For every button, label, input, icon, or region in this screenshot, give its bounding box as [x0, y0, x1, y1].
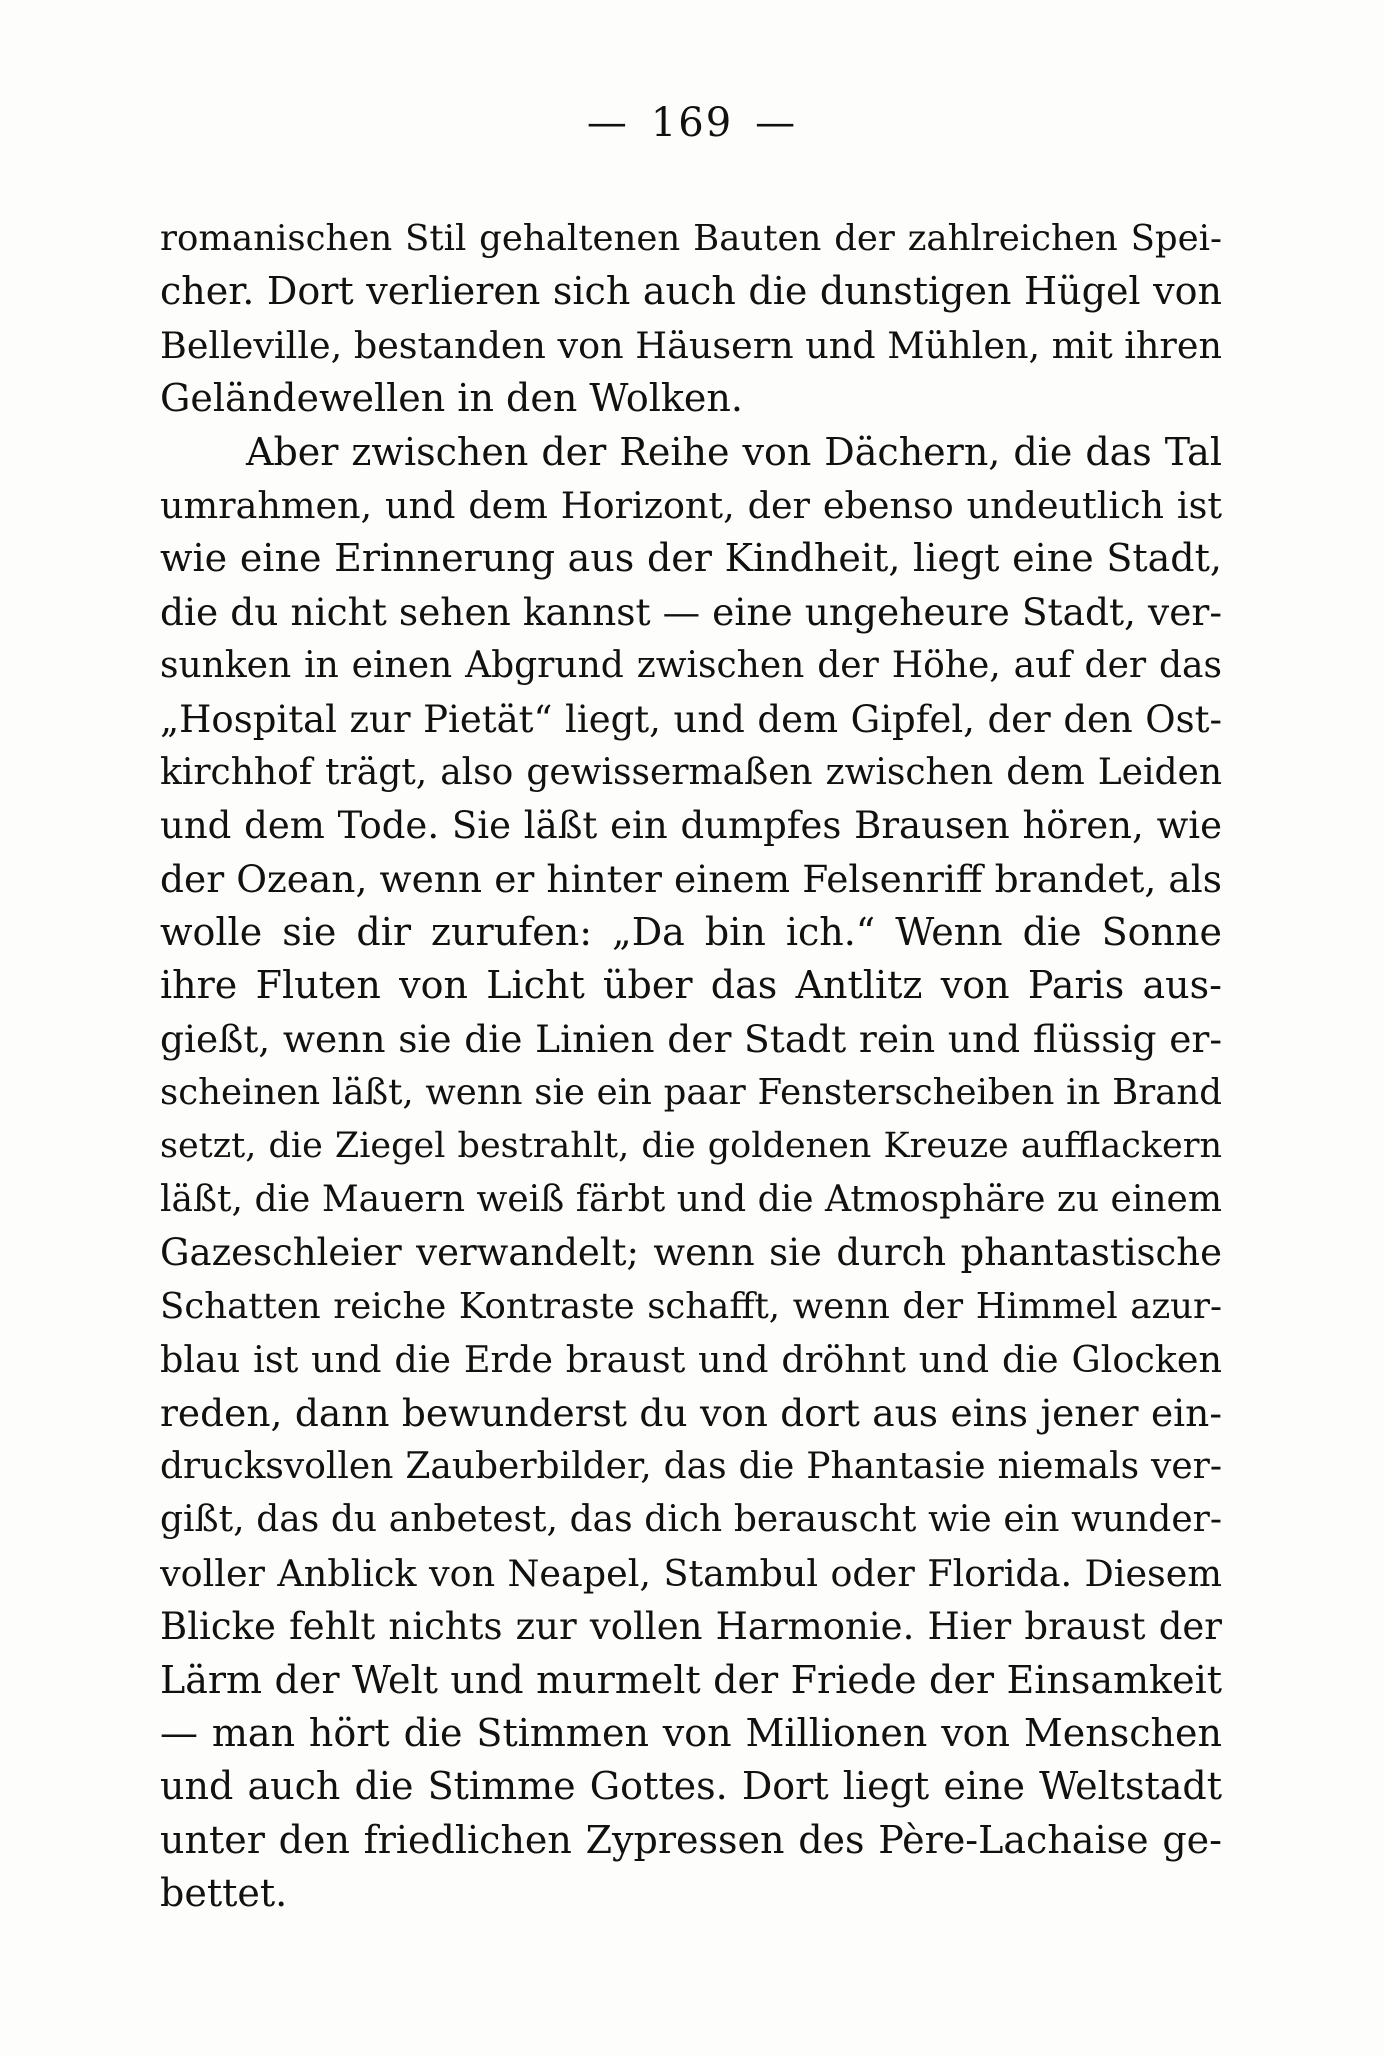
text-line: kirchhof trägt, also gewissermaßen zwischen dem Leiden	[160, 751, 1222, 793]
text-line: unter den friedlichen Zypressen des Père-Lachaise ge-	[160, 1817, 1222, 1862]
text-line: ihre Fluten von Licht über das Antlitz von Paris aus-	[160, 963, 1222, 1008]
page-header	[0, 100, 1384, 146]
text-line: reden, dann bewunderst du von dort aus eins jener ein-	[160, 1390, 1222, 1435]
text-line: umrahmen, und dem Horizont, der ebenso undeutlich ist	[160, 483, 1222, 527]
text-line-paragraph-end: Geländewellen in den Wolken.	[160, 376, 743, 421]
text-line: Lärm der Welt und murmelt der Friede der Einsamkeit	[160, 1657, 1222, 1702]
text-line: Blicke fehlt nichts zur vollen Harmonie. Hier braust der	[160, 1605, 1222, 1649]
header-dash-left: —	[586, 100, 629, 146]
body-text	[160, 212, 1222, 1921]
text-line: Gazeschleier verwandelt; wenn sie durch phantastische	[160, 1231, 1222, 1275]
text-line-paragraph-end: bettet.	[160, 1871, 288, 1916]
text-line: voller Anblick von Neapel, Stambul oder Florida. Diesem	[160, 1551, 1222, 1595]
text-line: und auch die Stimme Gottes. Dort liegt eine Weltstadt	[160, 1764, 1222, 1809]
text-line-paragraph-start: Aber zwischen der Reihe von Dächern, die das Tal	[246, 429, 1222, 474]
text-line: Belleville, bestanden von Häusern und Mühlen, mit ihren	[160, 323, 1222, 367]
header-dash-right: —	[755, 100, 798, 146]
text-line: und dem Tode. Sie läßt ein dumpfes Brausen hören, wie	[160, 804, 1222, 848]
text-line: wolle sie dir zurufen: „Da bin ich.“ Wenn die Sonne	[160, 910, 1222, 955]
text-line: sunken in einen Abgrund zwischen der Höhe, auf der das	[160, 645, 1222, 687]
text-line: drucksvollen Zauberbilder, das die Phantasie niemals ver-	[160, 1445, 1222, 1487]
page-number: 169	[650, 100, 734, 146]
text-line: wie eine Erinnerung aus der Kindheit, liegt eine Stadt,	[160, 536, 1222, 581]
text-line: — man hört die Stimmen von Millionen von Menschen	[160, 1710, 1222, 1755]
text-line: setzt, die Ziegel bestrahlt, die goldenen Kreuze aufflackern	[160, 1125, 1222, 1166]
text-line: romanischen Stil gehaltenen Bauten der zahlreichen Spei-	[160, 218, 1222, 259]
text-line: gißt, das du anbetest, das dich berauscht wie ein wunder-	[160, 1499, 1222, 1541]
text-line: läßt, die Mauern weiß färbt und die Atmosphäre zu einem	[160, 1179, 1222, 1221]
text-line: Schatten reiche Kontraste schafft, wenn der Himmel azur-	[160, 1285, 1222, 1327]
text-line: die du nicht sehen kannst — eine ungeheure Stadt, ver-	[160, 589, 1222, 634]
text-line: „Hospital zur Pietät“ liegt, und dem Gipfel, der den Ost-	[160, 697, 1222, 741]
text-line: blau ist und die Erde braust und dröhnt und die Glocken	[160, 1338, 1222, 1382]
text-line: scheinen läßt, wenn sie ein paar Fensterscheiben in Brand	[160, 1072, 1222, 1114]
text-line: cher. Dort verlieren sich auch die dunstigen Hügel von	[160, 269, 1222, 314]
text-line: gießt, wenn sie die Linien der Stadt rein und flüssig er-	[160, 1016, 1222, 1061]
text-line: der Ozean, wenn er hinter einem Felsenriff brandet, als	[160, 856, 1222, 901]
